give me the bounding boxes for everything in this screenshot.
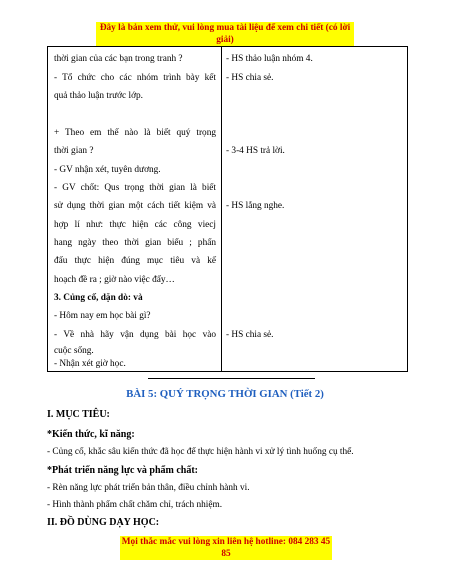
lesson-title: BÀI 5: QUÝ TRỌNG THỜI GIAN (Tiết 2) (126, 388, 324, 400)
table-left-line: - Nhận xét giờ học. (54, 359, 126, 369)
heading-competence: *Phát triển năng lực và phẩm chất: (47, 465, 199, 476)
section-heading: 3. Củng cố, dặn dò: và (54, 293, 143, 303)
heading-materials: II. ĐỒ DÙNG DẠY HỌC: (47, 517, 160, 528)
table-right-line: - HS lắng nghe. (226, 201, 285, 211)
table-right-line: - HS chia sẻ. (226, 330, 274, 340)
table-right-line: - HS chia sẻ. (226, 73, 274, 83)
table-left-line: đấu thực hiện đúng mục tiêu và kế (54, 256, 216, 266)
column-divider (221, 47, 222, 371)
table-left-line: + Theo em thế nào là biết quý trọng (54, 128, 216, 138)
table-left-line: - GV nhận xét, tuyên dương. (54, 165, 161, 175)
preview-banner: Đây là bản xem thử, vui lòng mua tài liệu để xem chi tiết (có lời giải) (96, 22, 354, 46)
heading-knowledge: *Kiến thức, kĩ năng: (47, 429, 135, 440)
table-left-line: sử dụng thời gian một cách tiết kiệm và (54, 201, 216, 211)
knowledge-item: - Củng cố, khắc sâu kiến thức đã học để thực hiện hành vi xử lý tình huống cụ thể. (47, 447, 354, 457)
lesson-table (47, 46, 408, 372)
hotline-banner: Mọi thắc mắc vui lòng xin liên hệ hotline: 084 283 45 85 (121, 537, 331, 559)
table-left-line: - GV chốt: Qus trọng thời gian là biết (54, 183, 216, 193)
table-left-line: thời gian của các bạn trong tranh ? (54, 54, 183, 64)
table-left-line: hoạch đề ra ; giờ nào việc đấy… (54, 275, 175, 285)
table-left-line: - Về nhà hãy vận dụng bài học vào (54, 330, 216, 340)
table-right-line: - HS thảo luận nhóm 4. (226, 54, 313, 64)
section-divider (148, 378, 315, 379)
heading-objectives: I. MỤC TIÊU: (47, 409, 110, 420)
table-left-line: - Tổ chức cho các nhóm trình bày kết (54, 73, 216, 83)
table-right-line: - 3-4 HS trả lời. (226, 146, 285, 156)
table-left-line: hang ngày theo thời gian biểu ; phấn (54, 238, 216, 248)
table-left-line: - Hôm nay em học bài gì? (54, 311, 151, 321)
competence-item: - Rèn năng lực phát triển bản thân, điều chỉnh hành vi. (47, 483, 250, 493)
table-left-line: thời gian ? (54, 146, 94, 156)
table-left-line: quả thảo luận trước lớp. (54, 91, 143, 101)
table-left-line: hợp lí như: thực hiện các công viecj (54, 220, 216, 230)
table-left-line: cuộc sống. (54, 346, 94, 356)
competence-item: - Hình thành phẩm chất chăm chỉ, trách nhiệm. (47, 500, 223, 510)
